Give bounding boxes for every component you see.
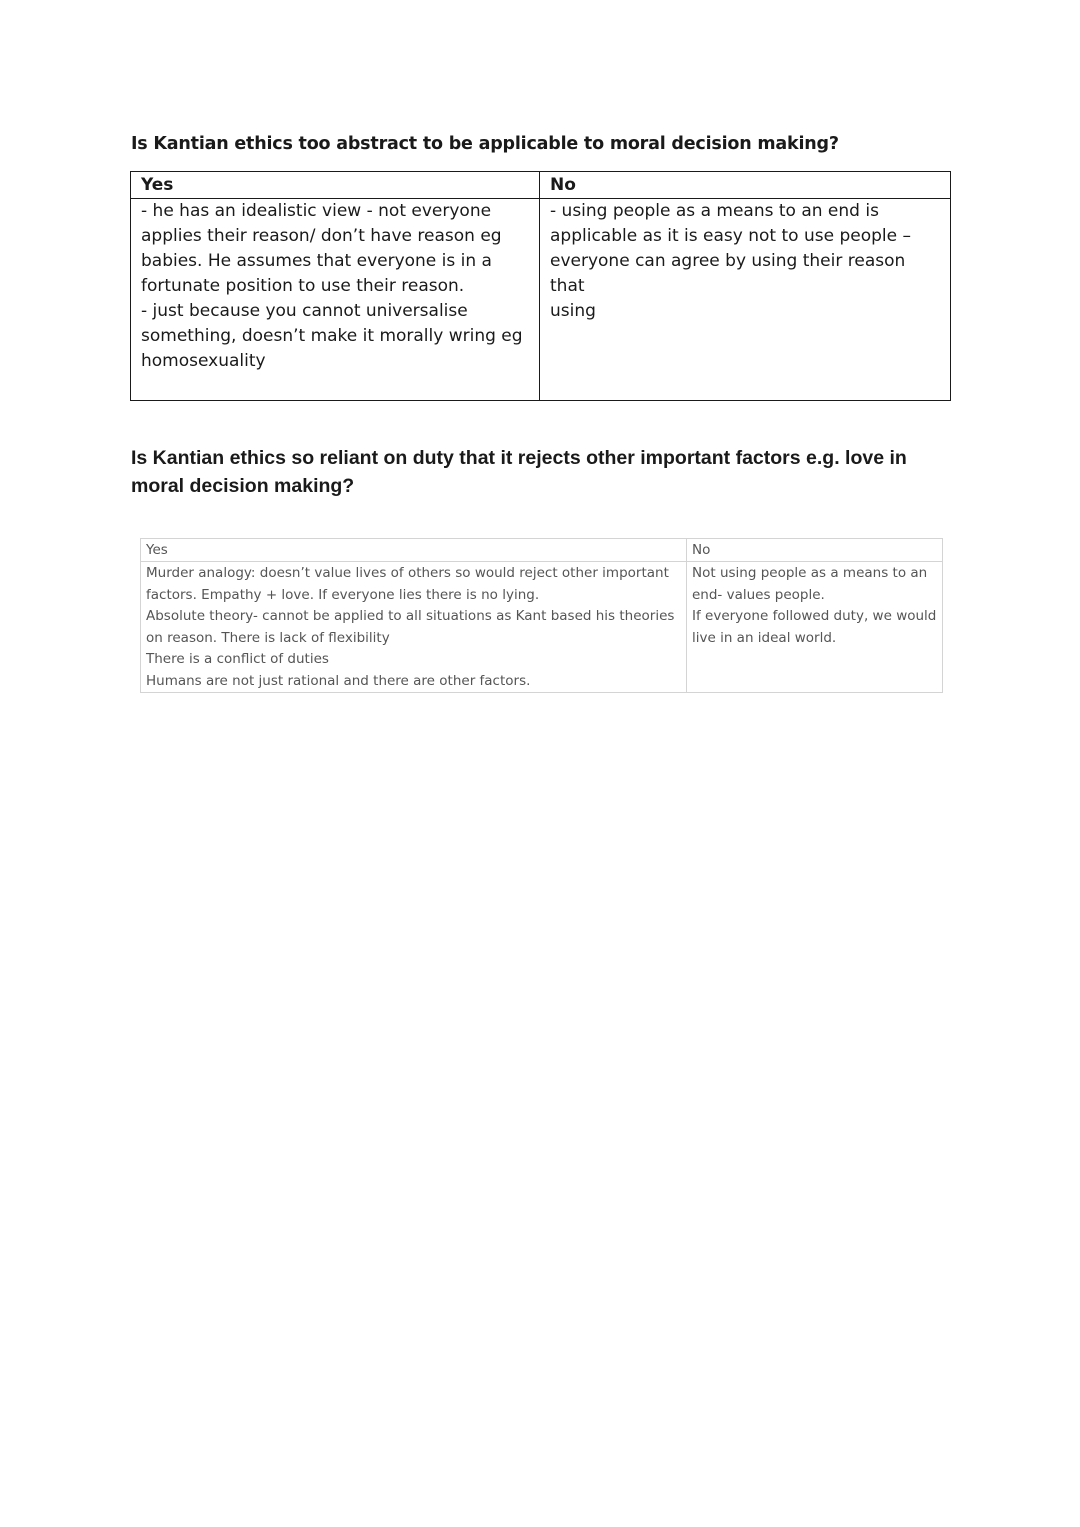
section2-heading-line: moral decision making?	[131, 475, 355, 497]
column-header-no: No	[687, 539, 943, 562]
table-row	[141, 562, 943, 693]
yes-line: homosexuality	[141, 351, 266, 371]
no-line: applicable as it is easy not to use people –	[550, 226, 911, 246]
no-cell	[540, 199, 951, 401]
table-header-row	[131, 172, 951, 199]
section1-heading: Is Kantian ethics too abstract to be applicable to moral decision making?	[131, 134, 839, 154]
table-header-row	[141, 539, 943, 562]
section2-heading-line: Is Kantian ethics so reliant on duty that it rejects other important factors e.g. love in	[131, 447, 907, 469]
yes-line: Humans are not just rational and there are other factors.	[146, 672, 531, 689]
no-cell	[687, 562, 943, 693]
yes-line: babies. He assumes that everyone is in a	[141, 251, 492, 271]
yes-line: There is a conflict of duties	[146, 651, 329, 667]
yes-line: - just because you cannot universalise	[141, 301, 468, 321]
no-line: everyone can agree by using their reason that	[550, 251, 906, 296]
yes-cell	[141, 562, 687, 693]
no-line: Not using people as a means to an	[692, 565, 928, 581]
section2-table	[140, 538, 943, 693]
no-line: If everyone followed duty, we would	[692, 608, 937, 624]
table-row	[131, 199, 951, 401]
no-line: - using people as a means to an end is	[550, 201, 879, 221]
yes-line: something, doesn’t make it morally wring eg	[141, 326, 523, 346]
yes-line: applies their reason/ don’t have reason eg	[141, 226, 502, 246]
yes-line: fortunate position to use their reason.	[141, 276, 465, 296]
yes-line: Murder analogy: doesn’t value lives of others so would reject other important	[146, 565, 669, 581]
yes-line: factors. Empathy + love. If everyone lies there is no lying.	[146, 586, 540, 603]
column-header-yes: Yes	[141, 539, 687, 562]
no-line: end- values people.	[692, 586, 825, 603]
column-header-yes: Yes	[131, 172, 540, 199]
no-line: using	[550, 301, 596, 321]
column-header-no: No	[540, 172, 951, 199]
yes-cell	[131, 199, 540, 401]
yes-line: - he has an idealistic view - not everyone	[141, 201, 492, 221]
no-line: live in an ideal world.	[692, 629, 837, 646]
yes-line: on reason. There is lack of flexibility	[146, 629, 390, 646]
yes-line: Absolute theory- cannot be applied to all situations as Kant based his theories	[146, 608, 675, 624]
section2-heading	[131, 444, 951, 500]
section1-table	[130, 171, 951, 401]
